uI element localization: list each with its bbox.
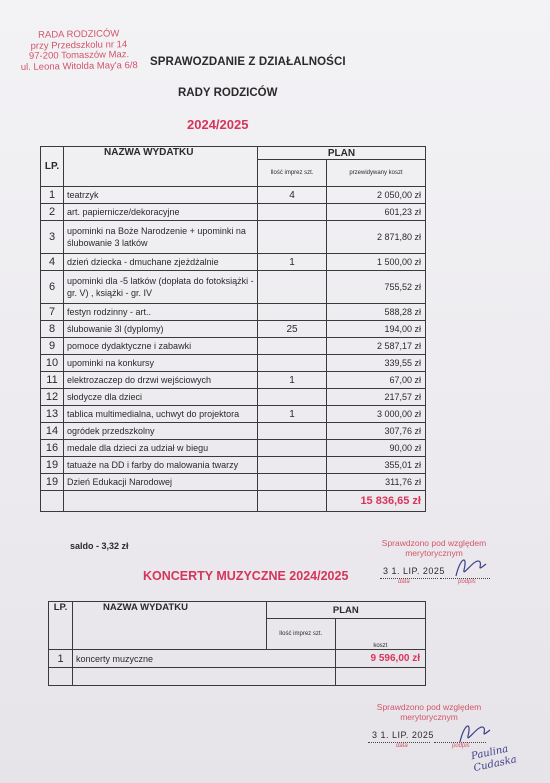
row-lp: 16 — [41, 440, 64, 457]
table-row — [41, 457, 426, 474]
report-title: SPRAWOZDANIE Z DZIAŁALNOŚCI — [150, 56, 346, 68]
row-lp: 7 — [41, 304, 64, 321]
row-amount: 755,52 zł — [327, 271, 426, 304]
report-year: 2024/2025 — [187, 117, 249, 132]
col-name-header: NAZWA WYDATKU — [64, 147, 258, 187]
row-lp: 9 — [41, 338, 64, 355]
row-lp: 8 — [41, 321, 64, 338]
total-row — [41, 491, 426, 512]
row-name: Dzień Edukacji Narodowej — [64, 474, 258, 491]
empty-row — [49, 668, 426, 686]
stamp-line: przy Przedszkolu nr 14 — [30, 38, 128, 52]
row-amount: 9 596,00 zł — [335, 650, 425, 668]
row-count: 25 — [258, 321, 327, 338]
col-plan-header: PLAN — [266, 602, 425, 619]
row-amount: 339,55 zł — [327, 355, 426, 372]
table-row — [49, 650, 426, 668]
row-name: dzień dziecka - dmuchane zjeżdżalnie — [64, 254, 258, 271]
col-amount-header: przewidywany koszt — [327, 160, 426, 187]
table-row — [41, 406, 426, 423]
table-row — [41, 389, 426, 406]
row-lp: 10 — [41, 355, 64, 372]
row-name: ogródek przedszkolny — [64, 423, 258, 440]
concerts-title: KONCERTY MUZYCZNE 2024/2025 — [143, 569, 349, 583]
table-row — [41, 372, 426, 389]
row-lp: 2 — [41, 204, 64, 221]
col-count-header: Ilość imprez szt. — [258, 160, 327, 187]
row-amount: 194,00 zł — [327, 321, 426, 338]
concerts-table — [48, 601, 426, 686]
table-row — [41, 204, 426, 221]
col-lp-header: LP. — [49, 602, 73, 650]
row-count: 1 — [258, 406, 327, 423]
stamp-line: RADA RODZICÓW — [37, 28, 120, 41]
row-amount: 3 000,00 zł — [327, 406, 426, 423]
row-count — [258, 440, 327, 457]
saldo: saldo - 3,32 zł — [70, 541, 129, 551]
table-row — [41, 423, 426, 440]
row-name: upominki na Boże Narodzenie + upominki na ślubowanie 3 latków — [64, 221, 258, 254]
row-lp: 1 — [41, 187, 64, 204]
row-name: teatrzyk — [64, 187, 258, 204]
verification-stamp: Sprawdzono pod względem merytorycznym — [376, 702, 482, 722]
row-lp: 19 — [41, 474, 64, 491]
table-row — [41, 187, 426, 204]
table-row — [41, 221, 426, 254]
row-count — [258, 389, 327, 406]
row-lp: 1 — [49, 650, 73, 668]
row-lp: 4 — [41, 254, 64, 271]
row-amount: 2 050,00 zł — [327, 187, 426, 204]
signature-label: podpis — [452, 743, 470, 749]
row-name: koncerty muzyczne — [73, 650, 336, 668]
row-name: festyn rodzinny - art.. — [64, 304, 258, 321]
row-name: upominki dla -5 latków (dopłata do fotoksiążki - gr. V) , książki - gr. IV — [64, 271, 258, 304]
row-lp: 3 — [41, 221, 64, 254]
verification-stamp: Sprawdzono pod względem merytorycznym — [381, 538, 487, 558]
col-count-header: Ilość imprez szt. — [266, 619, 335, 650]
signature-scribble — [446, 548, 496, 582]
row-name: medale dla dzieci za udział w biegu — [64, 440, 258, 457]
row-amount: 1 500,00 zł — [327, 254, 426, 271]
table-row — [41, 474, 426, 491]
row-count — [258, 457, 327, 474]
row-count: 1 — [258, 372, 327, 389]
date-label: data — [396, 743, 408, 749]
row-count — [258, 474, 327, 491]
table-row — [41, 304, 426, 321]
row-name: elektrozaczep do drzwi wejściowych — [64, 372, 258, 389]
table-row — [41, 321, 426, 338]
row-lp: 6 — [41, 271, 64, 304]
total-amount: 15 836,65 zł — [327, 491, 426, 512]
table-row — [41, 271, 426, 304]
row-lp: 14 — [41, 423, 64, 440]
row-count — [258, 204, 327, 221]
row-name: upominki na konkursy — [64, 355, 258, 372]
row-amount: 355,01 zł — [327, 457, 426, 474]
table-row — [41, 338, 426, 355]
row-count: 1 — [258, 254, 327, 271]
row-lp: 13 — [41, 406, 64, 423]
col-amount-header: koszt — [335, 619, 425, 650]
row-count — [258, 271, 327, 304]
row-name: ślubowanie 3l (dyplomy) — [64, 321, 258, 338]
col-name-header: NAZWA WYDATKU — [73, 602, 267, 650]
col-plan-header: PLAN — [258, 147, 426, 160]
col-lp-header: LP. — [41, 147, 64, 187]
row-lp: 12 — [41, 389, 64, 406]
row-amount: 588,28 zł — [327, 304, 426, 321]
row-amount: 311,76 zł — [327, 474, 426, 491]
stamp-line: ul. Leona Witolda May'a 6/8 — [20, 59, 138, 73]
row-count — [258, 423, 327, 440]
row-name: tatuaże na DD i farby do malowania twarzy — [64, 457, 258, 474]
row-name: art. papiernicze/dekoracyjne — [64, 204, 258, 221]
row-lp: 19 — [41, 457, 64, 474]
report-subtitle: RADY RODZICÓW — [178, 87, 278, 99]
row-amount: 2 587,17 zł — [327, 338, 426, 355]
row-amount: 307,76 zł — [327, 423, 426, 440]
signature-scribble — [452, 712, 496, 748]
row-count — [258, 355, 327, 372]
row-amount: 90,00 zł — [327, 440, 426, 457]
row-amount: 67,00 zł — [327, 372, 426, 389]
table-row — [41, 355, 426, 372]
row-count — [258, 338, 327, 355]
handwritten-name: Paulina Cudaska — [470, 743, 518, 775]
table-row — [41, 440, 426, 457]
row-amount: 601,23 zł — [327, 204, 426, 221]
row-lp: 11 — [41, 372, 64, 389]
row-count: 4 — [258, 187, 327, 204]
signature-label: podpis — [458, 579, 476, 585]
row-amount: 2 871,80 zł — [327, 221, 426, 254]
row-name: tablica multimedialna, uchwyt do projektora — [64, 406, 258, 423]
row-name: pomoce dydaktyczne i zabawki — [64, 338, 258, 355]
council-stamp — [18, 29, 141, 73]
verification-date: 3 1. LIP. 2025 — [383, 566, 445, 576]
row-amount: 217,57 zł — [327, 389, 426, 406]
stamp-line: 97-200 Tomaszów Maz. — [28, 49, 130, 62]
row-name: słodycze dla dzieci — [64, 389, 258, 406]
date-label: data — [398, 579, 410, 585]
table-row — [41, 254, 426, 271]
verification-date: 3 1. LIP. 2025 — [372, 730, 434, 740]
row-count — [258, 221, 327, 254]
expenses-table — [40, 146, 426, 512]
row-count — [258, 304, 327, 321]
